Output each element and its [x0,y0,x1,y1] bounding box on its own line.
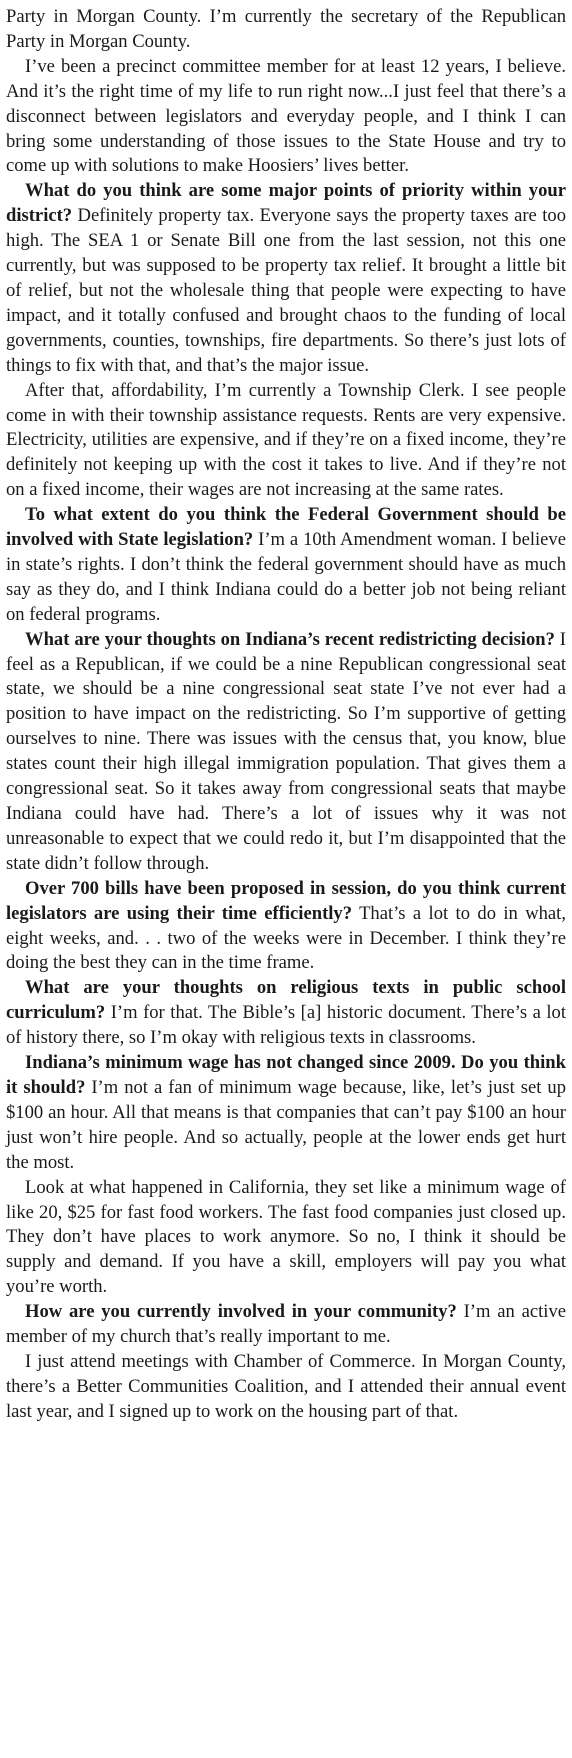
paragraph-3 [6,179,566,378]
question-text: How are you currently involved in your community? [25,1301,457,1323]
paragraph-5 [6,503,566,628]
answer-text: That’s a lot to do in what, eight weeks, and. . . two of the weeks were in December. I think they’re doing the best they can in the time frame. [6,902,566,974]
answer-text: I’m an active member of my church that’s really important to me. [6,1301,566,1348]
answer-text: I’m a 10th Amendment woman. I believe in state’s rights. I don’t think the federal government should have as much say as they do, and I think Indiana could do a better job not being reliant on federal programs. [6,529,566,625]
question-text: What do you think are some major points of priority within your district? [6,180,566,227]
answer-text: I feel as a Republican, if we could be a nine Republican congressional seat state, we should be a nine congressional seat state I’ve not ever had a position to have impact on the redistricting. So I’m supportive of getting ourselves to nine. There was issues with the census that, you know, blue states count their high illegal immigration population. That gives them a congressional seat. So it takes away from congressional seats that maybe Indiana could have had. There’s a lot of issues why it was not unreasonable to expect that we could redo it, but I’m disappointed that the state didn’t follow through. [6,628,566,874]
paragraph-12 [6,1350,566,1425]
question-text: To what extent do you think the Federal Government should be involved with State legislation? [6,504,566,551]
paragraph-10 [6,1176,566,1301]
answer-text: After that, affordability, I’m currently a Township Clerk. I see people come in with their township assistance requests. Rents are very expensive. Electricity, utilities are expensive, and if they’re on a fixed income, they’re definitely not keeping up with the cost it takes to live. And if they’re not on a fixed income, their wages are not increasing at the same rates. [6,379,566,501]
answer-text: I’m not a fan of minimum wage because, like, let’s just set up $100 an hour. All that means is that companies that can’t pay $100 an hour just won’t hire people. And so actually, people at the lower ends get hurt the most. [6,1076,566,1173]
question-text: Over 700 bills have been proposed in session, do you think current legislators are using their time efficiently? [6,877,566,924]
answer-text: I’m for that. The Bible’s [a] historic document. There’s a lot of history there, so I’m okay with religious texts in classrooms. [6,1002,566,1049]
question-text: What are your thoughts on religious texts in public school curriculum? [6,977,566,1024]
answer-text: Look at what happened in California, they set like a minimum wage of like 20, $25 for fast food workers. The fast food companies just closed up. They don’t have places to work anymore. So no, I think it should be supply and demand. If you have a skill, employers will pay you what you’re worth. [6,1176,566,1298]
paragraph-7 [6,877,566,977]
answer-text: Party in Morgan County. I’m currently the secretary of the Republican Party in Morgan County. [6,6,566,52]
paragraph-11 [6,1300,566,1350]
answer-text: I just attend meetings with Chamber of Commerce. In Morgan County, there’s a Better Communities Coalition, and I attended their annual event last year, and I signed up to work on the housing part of that. [6,1350,566,1422]
paragraph-2 [6,55,566,180]
paragraph-6 [6,628,566,877]
paragraph-1 [6,5,566,55]
paragraph-4 [6,379,566,504]
answer-text: I’ve been a precinct committee member for at least 12 years, I believe. And it’s the right time of my life to run right now...I just feel that there’s a disconnect between legislators and everyday people, and I think I can bring some understanding of those issues to the State House and try to come up with solutions to make Hoosiers’ lives better. [6,55,566,177]
question-text: What are your thoughts on Indiana’s recent redistricting decision? [25,628,555,650]
answer-text: Definitely property tax. Everyone says the property taxes are too high. The SEA 1 or Senate Bill one from the last session, not this one currently, but was supposed to be property tax relief. It brought a little bit of relief, but not the wholesale thing that people were expecting to have impact, and it totally confused and brought chaos to the funding of local governments, counties, townships, fire departments. So there’s just lots of things to fix with that, and that’s the major issue. [6,205,566,376]
question-text: Indiana’s minimum wage has not changed since 2009. Do you think it should? [6,1052,566,1098]
paragraph-8 [6,976,566,1051]
paragraph-9 [6,1051,566,1176]
